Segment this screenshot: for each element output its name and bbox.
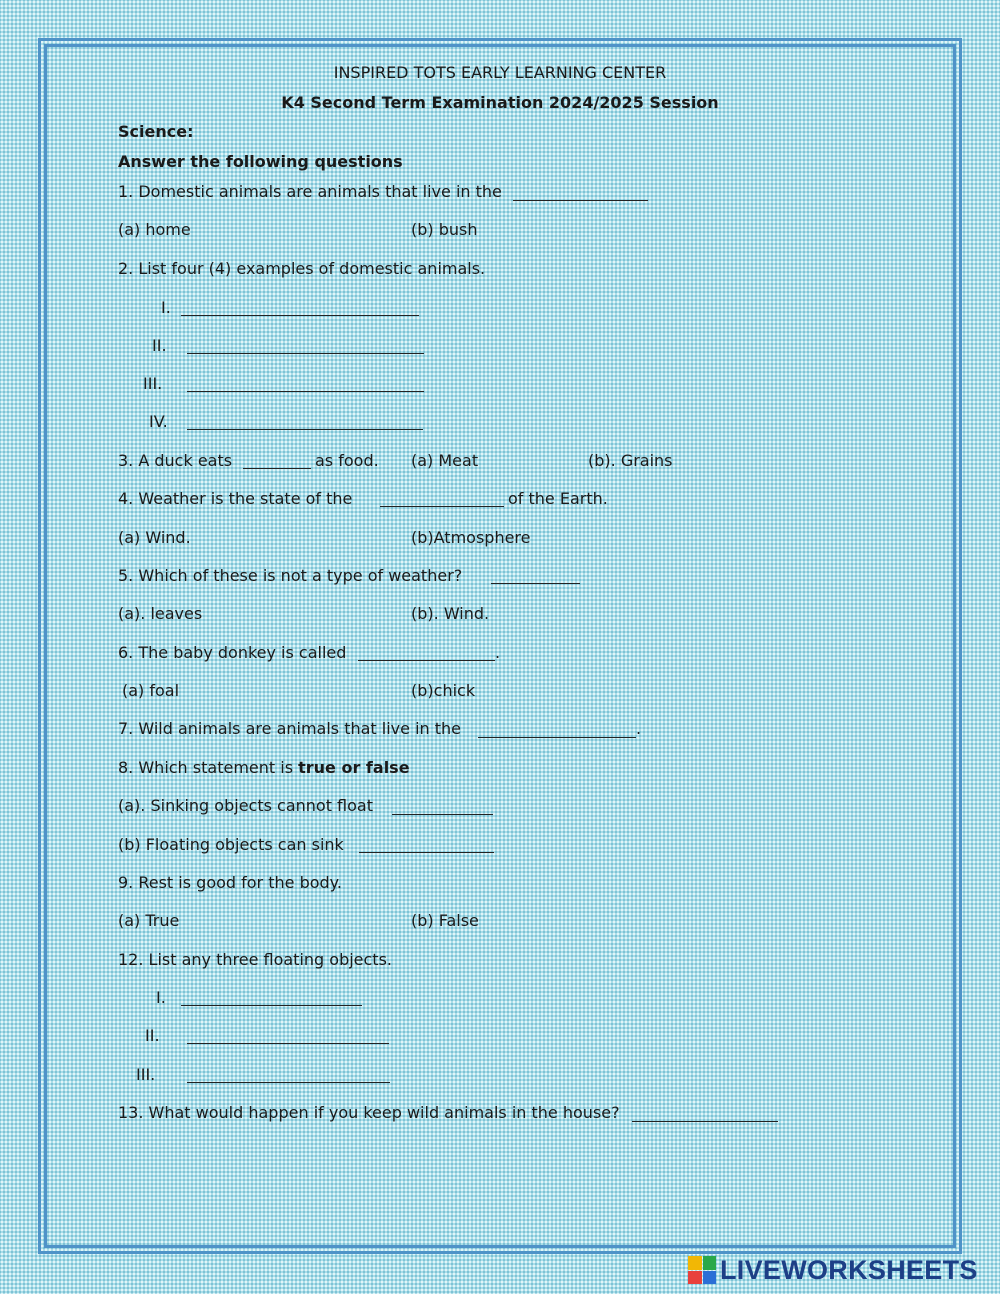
instruction-text: Answer the following questions	[118, 152, 403, 171]
q12-text: 12. List any three floating objects.	[118, 950, 392, 969]
q8-text	[118, 758, 410, 778]
q2-answer-blank-3[interactable]	[187, 391, 424, 392]
liveworksheets-logo[interactable]	[688, 1254, 978, 1286]
q3-text-end: as food.	[315, 451, 379, 470]
q3-text-start: 3. A duck eats	[118, 451, 233, 470]
q6-answer-blank[interactable]	[358, 660, 495, 661]
q7-text-end: .	[636, 719, 642, 738]
q4-option-a[interactable]: (a) Wind.	[118, 528, 191, 547]
q5-option-b[interactable]: (b). Wind.	[411, 604, 490, 623]
q1-option-b[interactable]: (b) bush	[411, 220, 478, 239]
q3-answer-blank[interactable]	[243, 468, 311, 469]
q9-option-b[interactable]: (b) False	[411, 911, 479, 930]
q2-answer-blank-1[interactable]	[181, 315, 419, 316]
q6-text-end: .	[495, 643, 501, 662]
q5-text: 5. Which of these is not a type of weather?	[118, 566, 463, 585]
q1-text: 1. Domestic animals are animals that live in the	[118, 182, 502, 201]
q8-answer-blank-b[interactable]	[359, 852, 494, 853]
q13-answer-blank[interactable]	[632, 1121, 778, 1122]
q6-option-b[interactable]: (b)chick	[411, 681, 476, 700]
q12-item-label: II.	[145, 1026, 160, 1045]
q2-text: 2. List four (4) examples of domestic animals.	[118, 259, 486, 278]
q4-option-b[interactable]: (b)Atmosphere	[411, 528, 531, 547]
q2-item-label: II.	[152, 336, 167, 355]
q12-item-label: III.	[136, 1065, 156, 1084]
liveworksheets-logo-icon	[688, 1256, 716, 1284]
q3-option-b[interactable]: (b). Grains	[588, 451, 673, 470]
q7-text: 7. Wild animals are animals that live in the	[118, 719, 462, 738]
q7-answer-blank[interactable]	[478, 737, 636, 738]
q8-statement-a: (a). Sinking objects cannot float	[118, 796, 373, 815]
q1-answer-blank[interactable]	[513, 200, 648, 201]
exam-title: K4 Second Term Examination 2024/2025 Session	[281, 93, 719, 112]
q12-answer-blank-3[interactable]	[187, 1082, 390, 1083]
q1-option-a[interactable]: (a) home	[118, 220, 191, 239]
q8-text-bold: true or false	[298, 758, 410, 777]
q2-answer-blank-4[interactable]	[187, 429, 423, 430]
q4-answer-blank[interactable]	[380, 506, 504, 507]
q4-text-start: 4. Weather is the state of the	[118, 489, 353, 508]
subject-label: Science:	[118, 122, 194, 141]
q8-answer-blank-a[interactable]	[392, 814, 493, 815]
q9-text: 9. Rest is good for the body.	[118, 873, 342, 892]
q2-answer-blank-2[interactable]	[187, 353, 424, 354]
q12-answer-blank-1[interactable]	[181, 1005, 362, 1006]
q5-answer-blank[interactable]	[491, 583, 580, 584]
liveworksheets-logo-text: LIVEWORKSHEETS	[720, 1254, 978, 1285]
q2-item-label: IV.	[149, 412, 168, 431]
q8-statement-b: (b) Floating objects can sink	[118, 835, 344, 854]
q13-text: 13. What would happen if you keep wild animals in the house?	[118, 1103, 620, 1122]
q6-text: 6. The baby donkey is called	[118, 643, 347, 662]
q12-answer-blank-2[interactable]	[187, 1043, 389, 1044]
q2-item-label: III.	[143, 374, 163, 393]
q6-option-a[interactable]: (a) foal	[122, 681, 180, 700]
q8-text-plain: 8. Which statement is	[118, 758, 294, 777]
q12-item-label: I.	[156, 988, 166, 1007]
q4-text-end: of the Earth.	[508, 489, 608, 508]
q2-item-label: I.	[161, 298, 171, 317]
q9-option-a[interactable]: (a) True	[118, 911, 180, 930]
q5-option-a[interactable]: (a). leaves	[118, 604, 203, 623]
school-name: INSPIRED TOTS EARLY LEARNING CENTER	[333, 63, 667, 82]
q3-option-a[interactable]: (a) Meat	[411, 451, 479, 470]
